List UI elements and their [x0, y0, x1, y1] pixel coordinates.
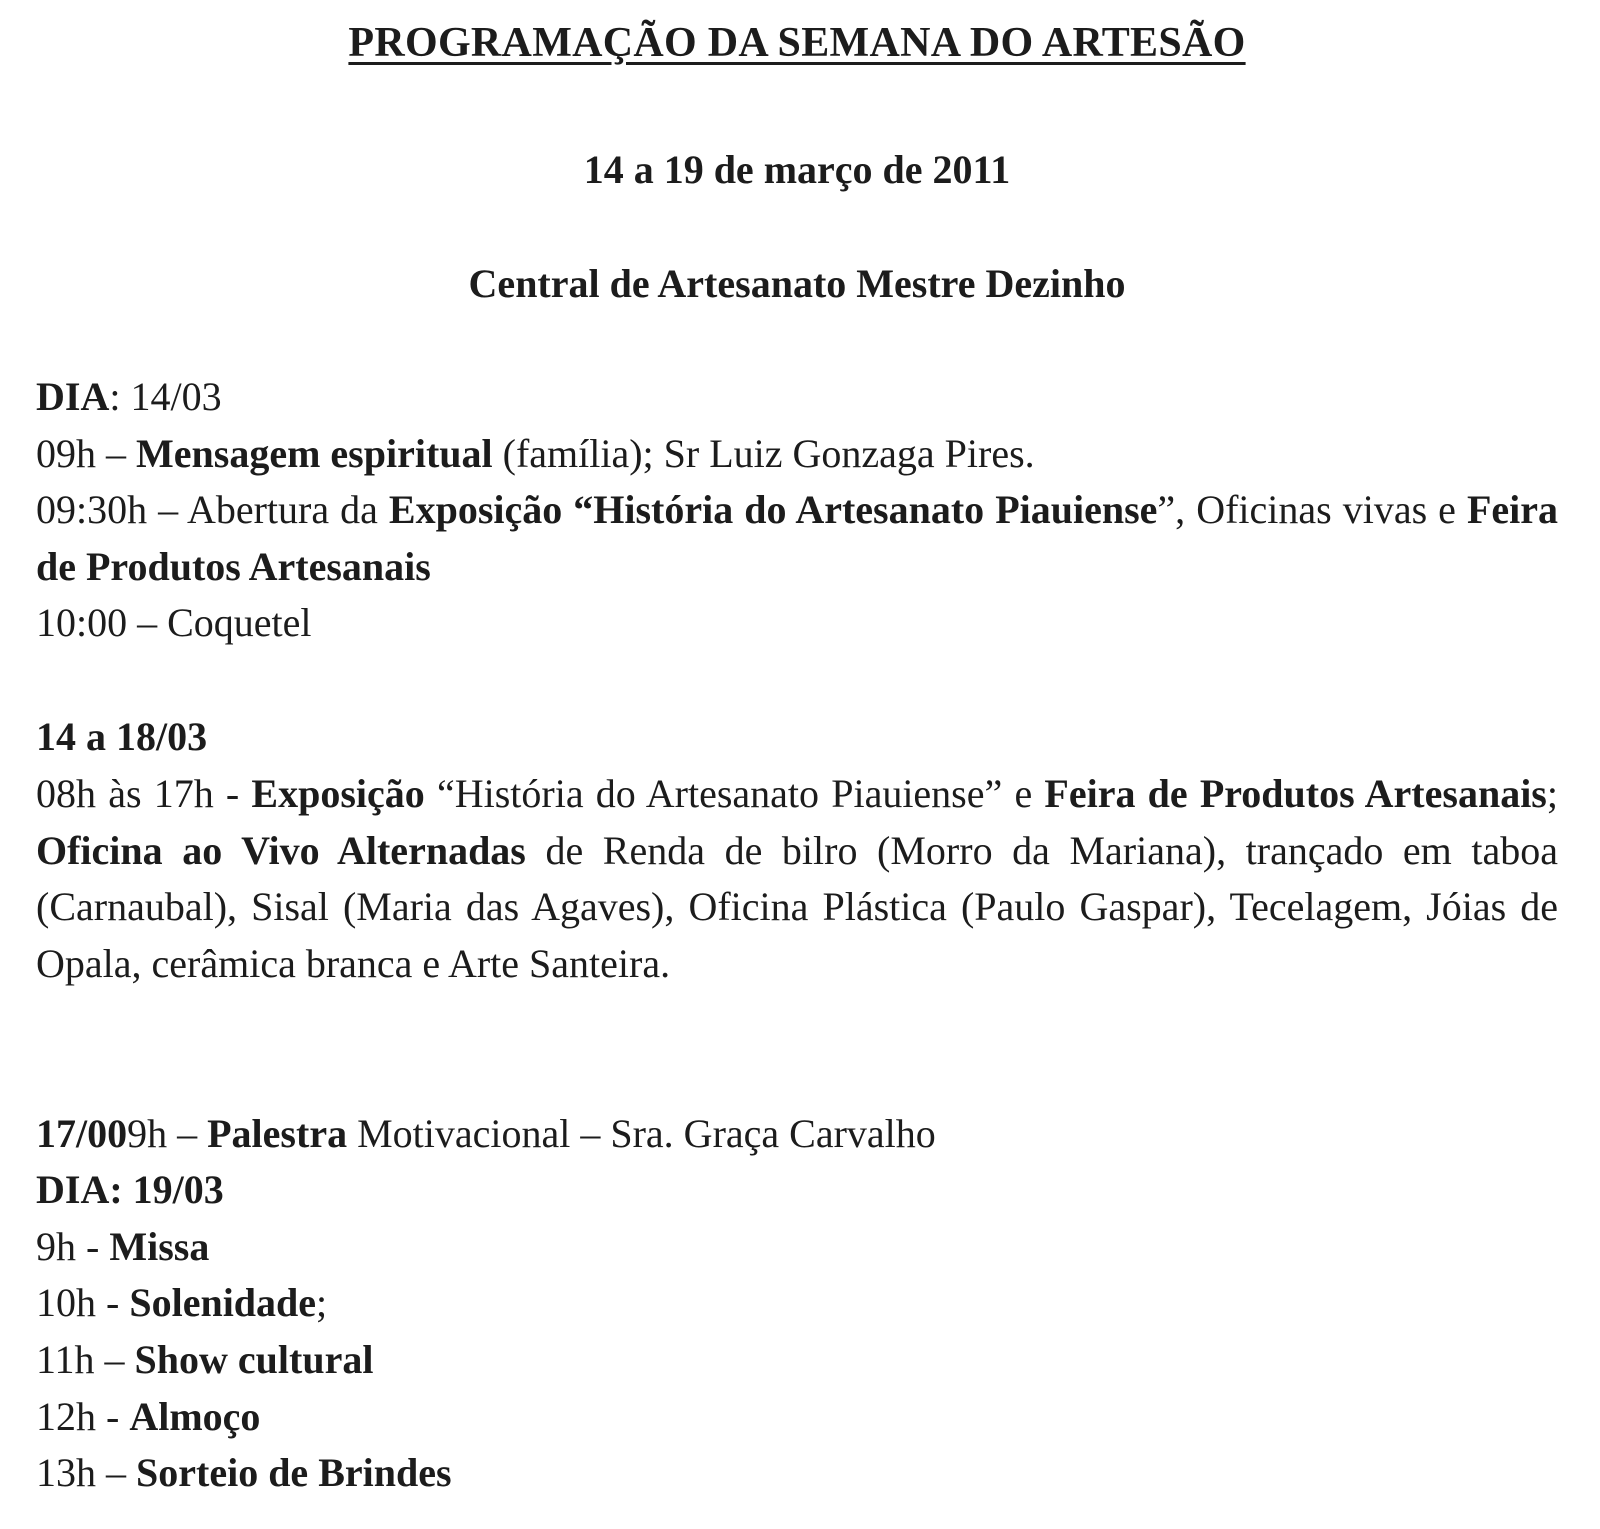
item-title: Mensagem espiritual [136, 431, 493, 476]
day19-item [36, 1275, 1558, 1331]
day17-time: 9h – [127, 1111, 208, 1156]
item-details: (família); Sr Luiz Gonzaga Pires. [492, 431, 1035, 476]
day1-item-2 [36, 482, 1558, 595]
item-details: ”, Oficinas vivas e [1157, 487, 1467, 532]
item-time: 12h - [36, 1394, 130, 1439]
period-bold-2: Feira de Produtos Artesanais [1044, 771, 1547, 816]
day1-item-3 [36, 595, 1558, 651]
item-title: Exposição “História do Artesanato Piauiense [388, 487, 1158, 532]
event-venue: Central de Artesanato Mestre Dezinho [468, 261, 1126, 306]
document-page [36, 14, 1559, 1495]
day1-heading [36, 369, 1558, 425]
item-time: 09h – [36, 431, 136, 476]
item-title: Show cultural [134, 1337, 374, 1382]
item-title: Sorteio de Brindes [136, 1450, 452, 1495]
item-time: 11h – [36, 1337, 135, 1382]
day1-value: : 14/03 [109, 374, 222, 419]
period-text-3: de Renda de bilro (Morro da Mariana), trançado em taboa (Carnaubal), Sisal (Maria das Agaves), Oficina Plástica (Paulo Gaspar), Tecelagem, Jóias de Opala, cerâmica branca e Arte Santeira. [36, 827, 1558, 986]
item-title: Almoço [129, 1394, 261, 1439]
period-time: 08h às 17h - [36, 771, 252, 816]
period-heading [36, 709, 1558, 765]
day19-item [36, 1445, 1558, 1501]
item-time: 9h - [36, 1224, 110, 1269]
item-text: 10:00 – Coquetel [36, 600, 312, 645]
day17-title: Palestra [207, 1111, 348, 1156]
period-bold-1: Exposição [251, 771, 425, 816]
day1-item-1 [36, 426, 1558, 482]
day17-date: 17/00 [36, 1111, 128, 1156]
day19-heading-text: DIA: 19/03 [36, 1167, 224, 1212]
day17-line [36, 1106, 1558, 1162]
day19-heading [36, 1162, 1558, 1218]
item-title: Solenidade [129, 1280, 317, 1325]
day19-item [36, 1389, 1558, 1445]
day19-item [36, 1332, 1558, 1388]
period-bold-3: Oficina ao Vivo Alternadas [36, 827, 526, 873]
item-time: 10h - [36, 1280, 130, 1325]
period-text-2: ; [1546, 771, 1559, 816]
period-text-1: “História do Artesanato Piauiense” e [424, 771, 1045, 816]
day19-item [36, 1219, 1558, 1275]
day17-details: Motivacional – Sra. Graça Carvalho [347, 1111, 936, 1156]
document-title: PROGRAMAÇÃO DA SEMANA DO ARTESÃO [348, 20, 1246, 66]
period-heading-text: 14 a 18/03 [36, 714, 208, 759]
day1-label: DIA [36, 374, 110, 419]
item-time: 13h – [36, 1450, 136, 1495]
item-time: 09:30h – Abertura da [36, 487, 389, 532]
item-title-2: Feira de Produtos Artesanais [36, 487, 1559, 589]
item-title: Missa [109, 1224, 210, 1269]
event-dates: 14 a 19 de março de 2011 [583, 147, 1011, 192]
item-suffix: ; [316, 1280, 328, 1325]
period-description [36, 766, 1558, 992]
